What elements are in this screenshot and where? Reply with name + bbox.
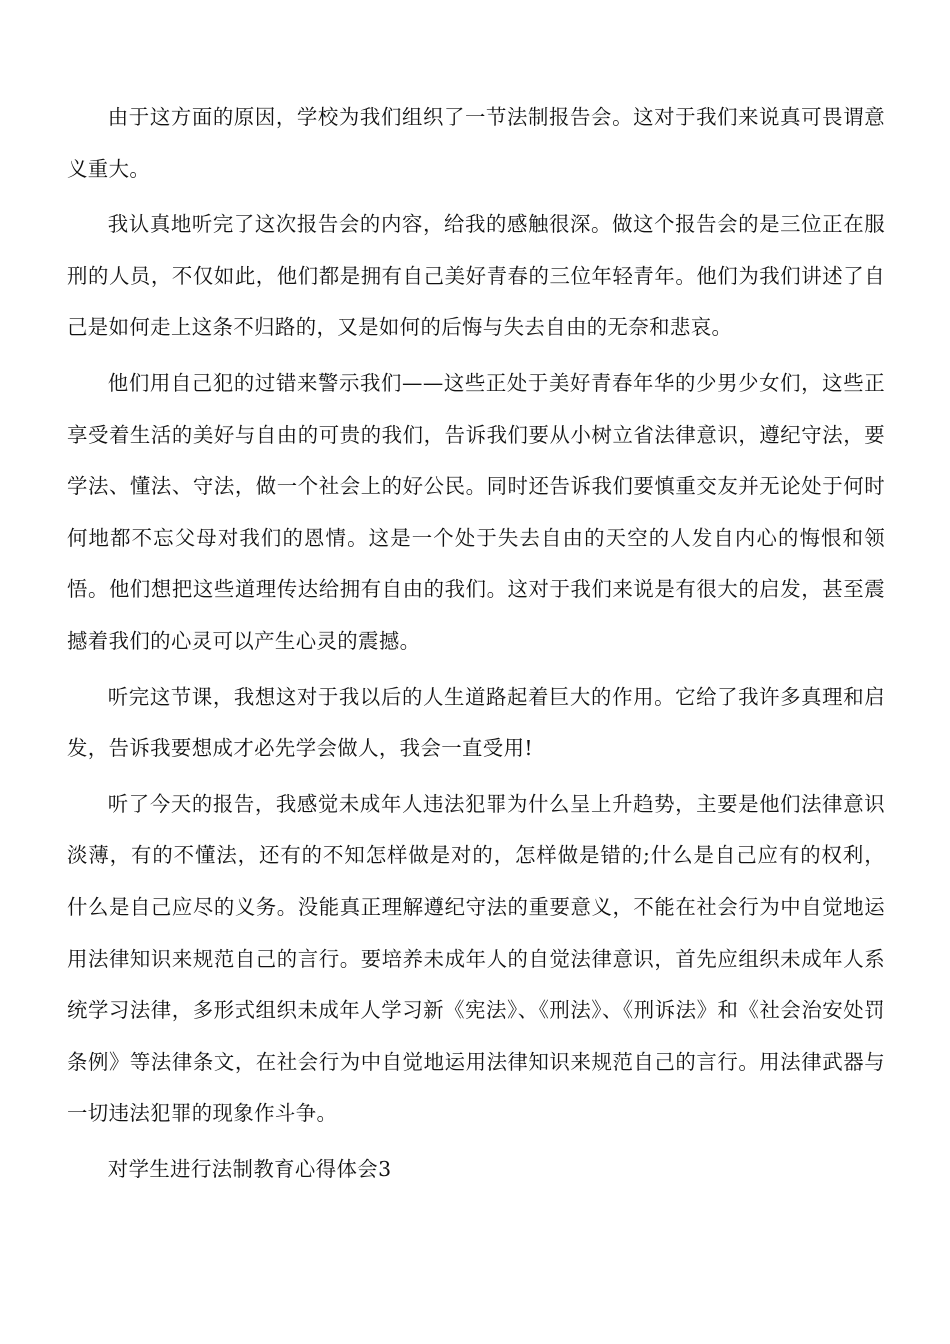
- paragraph-5: 听了今天的报告，我感觉未成年人违法犯罪为什么呈上升趋势，主要是他们法律意识淡薄，有的不懂法，还有的不知怎样做是对的，怎样做是错的;什么是自己应有的权利，什么是自己应尽的义务。没能真正理解遵纪守法的重要意义，不能在社会行为中自觉地运用法律知识来规范自己的言行。要培养未成年人的自觉法律意识，首先应组织未成年人系统学习法律，多形式组织未成年人学习新《宪法》、《刑法》、《刑诉法》和《社会治安处罚条例》等法律条文，在社会行为中自觉地运用法律知识来规范自己的言行。用法律武器与一切违法犯罪的现象作斗争。: [67, 791, 885, 1126]
- paragraph-2: 我认真地听完了这次报告会的内容，给我的感触很深。做这个报告会的是三位正在服刑的人员，不仅如此，他们都是拥有自己美好青春的三位年轻青年。他们为我们讲述了自己是如何走上这条不归路的，又是如何的后悔与失去自由的无奈和悲哀。: [67, 212, 885, 340]
- paragraph-3: 他们用自己犯的过错来警示我们——这些正处于美好青春年华的少男少女们，这些正享受着生活的美好与自由的可贵的我们，告诉我们要从小树立省法律意识，遵纪守法，要学法、懂法、守法，做一个社会上的好公民。同时还告诉我们要慎重交友并无论处于何时何地都不忘父母对我们的恩情。这是一个处于失去自由的天空的人发自内心的悔恨和领悟。他们想把这些道理传达给拥有自由的我们。这对于我们来说是有很大的启发，甚至震撼着我们的心灵可以产生心灵的震撼。: [67, 370, 885, 653]
- section-heading: 对学生进行法制教育心得体会3: [107, 1156, 392, 1181]
- document-body: [67, 92, 885, 1195]
- paragraph-1: 由于这方面的原因，学校为我们组织了一节法制报告会。这对于我们来说真可畏谓意义重大。: [67, 105, 885, 181]
- paragraph-4: 听完这节课，我想这对于我以后的人生道路起着巨大的作用。它给了我许多真理和启发，告诉我要想成才必先学会做人，我会一直受用!: [67, 684, 885, 761]
